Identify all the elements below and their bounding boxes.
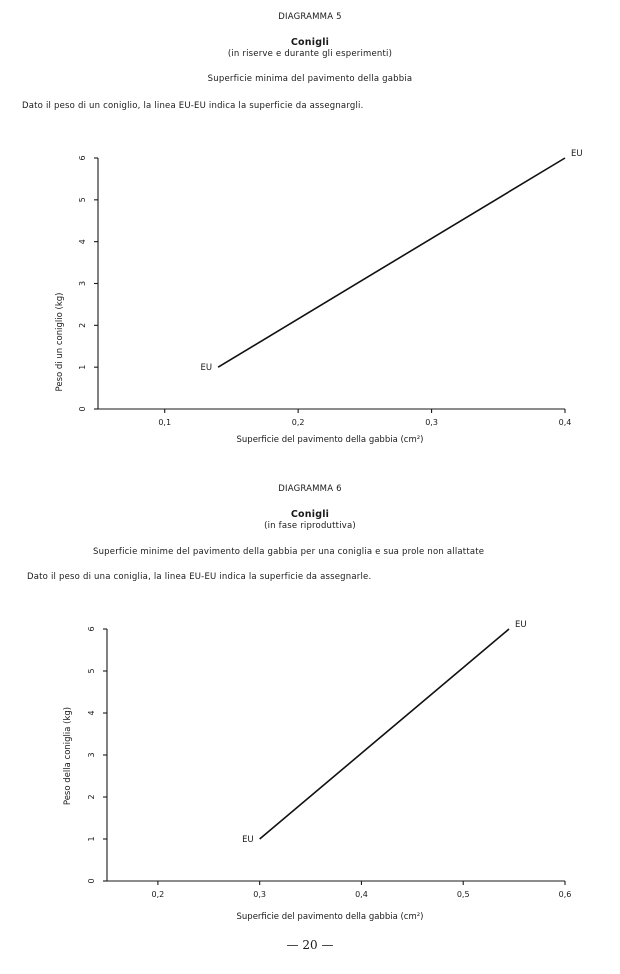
chart-6-y-tick-label: 5 — [87, 668, 96, 674]
chart-diagram-6 — [0, 610, 620, 930]
chart-6-x-tick-label: 0,6 — [558, 890, 572, 899]
diagram-5-context: (in riserve e durante gli esperimenti) — [227, 49, 393, 59]
diagram-5-subject: Conigli — [290, 37, 330, 48]
chart-6-y-tick-label: 3 — [87, 752, 96, 758]
chart-6-x-axis-label: Superficie del pavimento della gabbia (cm²) — [236, 912, 424, 922]
chart-5-x-tick-label: 0,2 — [291, 418, 305, 427]
chart-5-x-tick-label: 0,1 — [158, 418, 172, 427]
chart-diagram-5 — [0, 140, 620, 470]
chart-5-eu-label: EU — [200, 363, 213, 374]
chart-6-y-tick-label: 0 — [87, 878, 96, 884]
diagram-6-title: Superficie minime del pavimento della gabbia per una coniglia e sua prole non allattate — [93, 547, 485, 557]
chart-5-series-line — [218, 158, 565, 367]
chart-5-x-axis-label: Superficie del pavimento della gabbia (cm²) — [236, 435, 424, 445]
chart-6-x-tick-label: 0,4 — [355, 890, 368, 899]
chart-5-x-tick-label: 0,3 — [425, 418, 438, 427]
chart-5-y-tick-label: 4 — [78, 239, 87, 245]
chart-5-y-tick-label: 1 — [78, 364, 87, 370]
diagram-6-heading: DIAGRAMMA 6 — [278, 484, 342, 494]
diagram-5-title: Superficie minima del pavimento della gabbia — [207, 74, 413, 84]
chart-6-x-tick-label: 0,2 — [151, 890, 165, 899]
chart-5-eu-label: EU — [571, 149, 583, 159]
page-number: — 20 — — [286, 938, 334, 952]
chart-6-x-tick-label: 0,3 — [253, 890, 267, 899]
diagram-6-context: (in fase riproduttiva) — [264, 521, 356, 531]
chart-5-y-tick-label: 3 — [78, 280, 87, 287]
chart-5-y-tick-label: 0 — [78, 406, 87, 412]
diagram-6-description: Dato il peso di una coniglia, la linea EU-EU indica la superficie da assegnarle. — [27, 572, 372, 582]
chart-5-y-tick-label: 6 — [78, 155, 87, 161]
chart-6-y-tick-label: 6 — [87, 626, 96, 632]
diagram-5-description: Dato il peso di un coniglio, la linea EU-EU indica la superficie da assegnargli. — [22, 101, 364, 111]
chart-6-series-line — [260, 629, 509, 839]
chart-5-marks — [78, 149, 583, 427]
chart-5-x-tick-label: 0,4 — [558, 418, 572, 427]
chart-6-eu-label: EU — [242, 835, 254, 845]
chart-6-y-tick-label: 1 — [87, 836, 96, 842]
diagram-6-subject: Conigli — [290, 509, 330, 520]
chart-5-y-tick-label: 2 — [78, 322, 87, 328]
chart-6-y-axis-label: Peso della coniglia (kg) — [63, 706, 73, 806]
diagram-5-heading: DIAGRAMMA 5 — [278, 12, 342, 22]
chart-6-x-tick-label: 0,5 — [456, 890, 470, 899]
chart-6-marks — [87, 620, 571, 899]
chart-5-y-tick-label: 5 — [78, 197, 87, 203]
chart-6-eu-label: EU — [515, 620, 527, 630]
chart-6-y-tick-label: 2 — [87, 794, 96, 800]
chart-6-y-tick-label: 4 — [87, 710, 96, 716]
chart-5-y-axis-label: Peso di un coniglio (kg) — [55, 292, 65, 392]
